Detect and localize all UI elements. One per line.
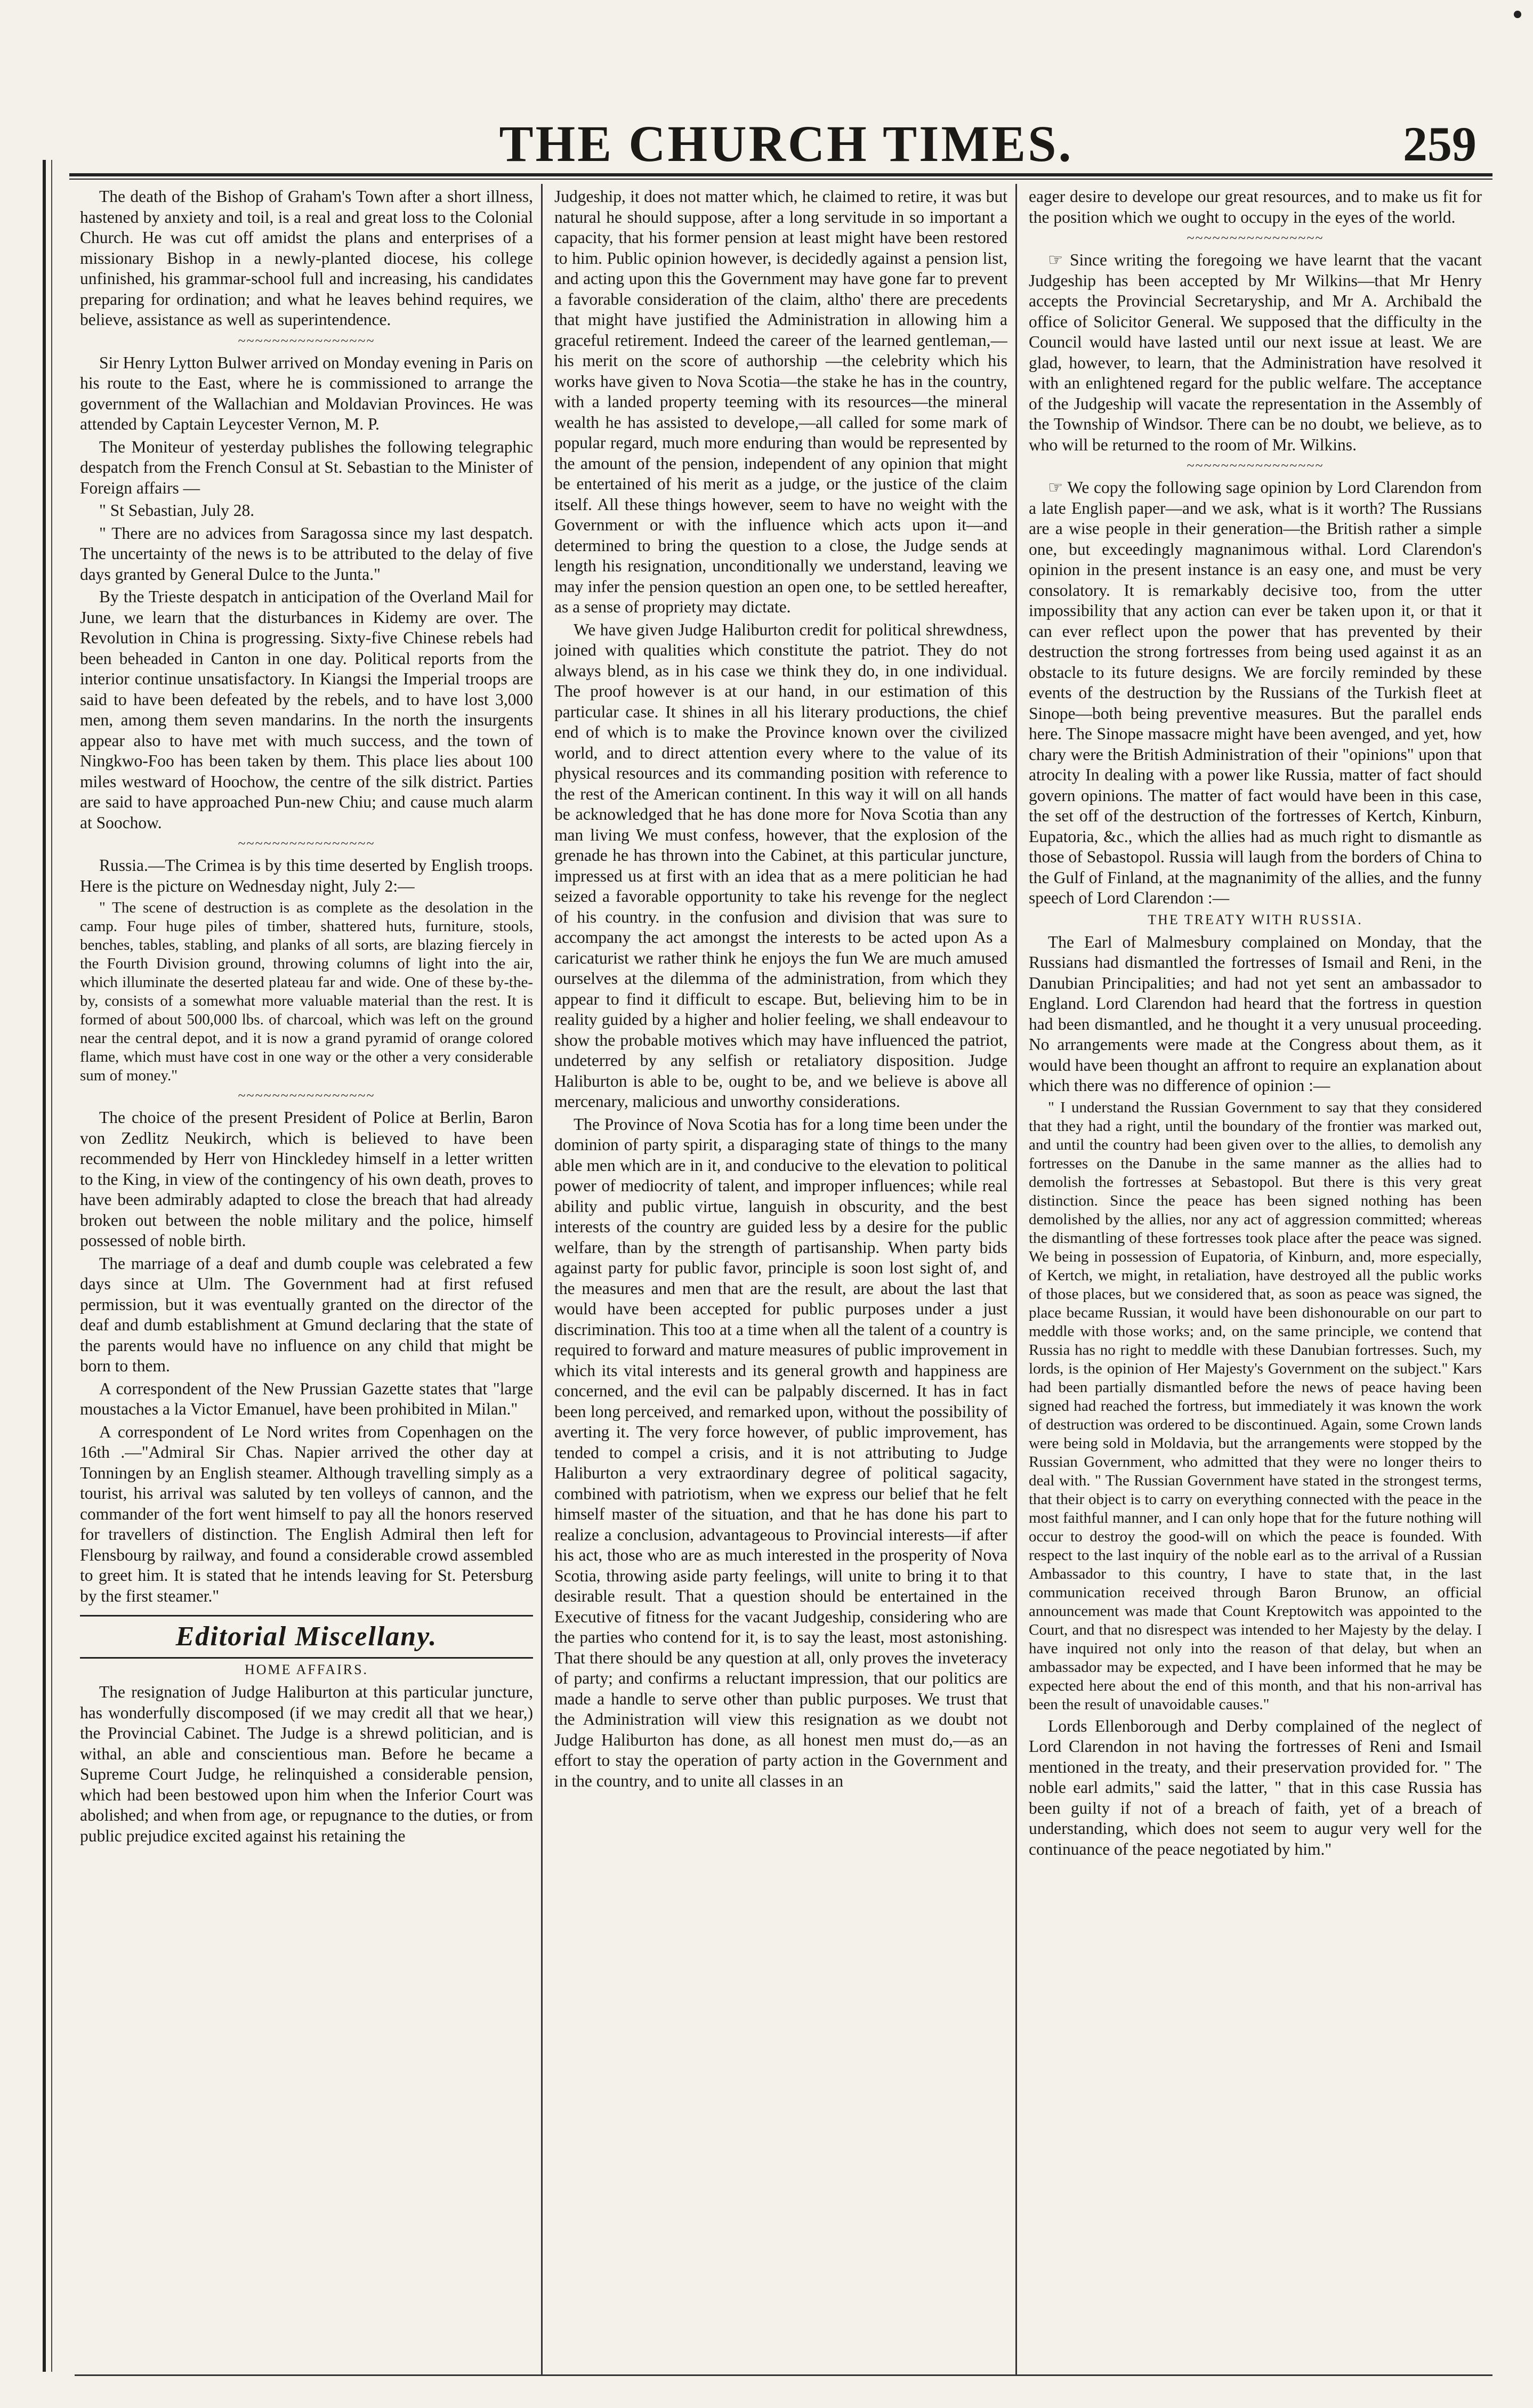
section-separator: ~~~~~~~~~~~~~~~~ — [238, 1088, 375, 1103]
article-paragraph: The marriage of a deaf and dumb couple was celebrated a few days since at Ulm. The Government had at first refused permission, but it was eventually granted on the director of the deaf and dumb establishment at Gmund declaring that the state of the parents would have no influence on any child that might be born to them. — [80, 1254, 533, 1375]
article-paragraph: The Earl of Malmesbury complained on Monday, that the Russians had dismantled the fortresses of Ismail and Reni, in the Danubian Principalities; and had not yet sent an ambassador to England. Lord Clarendon had heard that the fortress in question had been dismantled, and he thought it a very unusual proceeding. No arrangements were made at the Congress about them, as it would have been thought an affront to require an explanation about which there was no difference of opinion :— — [1029, 932, 1482, 1095]
section-separator: ~~~~~~~~~~~~~~~~ — [1187, 230, 1324, 246]
column-3 — [1029, 187, 1482, 2372]
article-paragraph: Judgeship, it does not matter which, he claimed to retire, it was but natural he should suppose, after a long servitude in so important a capacity, that his former pension at least might have been restored to him. Public opinion however, is decidedly against a pension list, and acting upon this the Government may have gone far to prevent a favorable consideration of the claim, altho' there are precedents that might have justified the Administration in allowing him a graceful retirement. Indeed the career of the learned gentleman,—his merit on the score of authorship —the celebrity which his works have given to Nova Scotia—the stake he has in the country, with a landed property teeming with its resources—the mineral wealth he has assisted to develope,—all called for some mark of popular regard, much more enduring than would be represented by the amount of the pension, independent of any opinion that might be entertained of his merit as a judge, or the justice of the claim itself. All these things however, seem to have no weight with the Government or with the influence which acts upon it—and determined to bring the question to a close, the Judge sends at length his resignation, unconditionally we understand, leaving we may infer the pension question an open one, to be settled hereafter, as a sense of propriety may dictate. — [554, 187, 1007, 616]
masthead — [75, 115, 1498, 179]
subheading: THE TREATY WITH RUSSIA. — [1148, 911, 1363, 927]
quoted-paragraph: " The scene of destruction is as complete as the desolation in the camp. Four huge piles of timber, shattered huts, furniture, stools, benches, tables, stabling, and planks of all sorts, are blazing fiercely in the Fourth Division ground, throwing columns of light into the air, which illuminate the deserted plateau far and wide. One of these by-the-by, consists of a somewhat more valuable material than the rest. It is formed of about 500,000 lbs. of charcoal, which was left on the ground near the central depot, and it is now a grand pyramid of orange colored flame, which must have cost in one way or the other a very considerable sum of money." — [80, 899, 533, 1084]
article-paragraph: " There are no advices from Saragossa since my last despatch. The uncertainty of the news is to be attributed to the delay of five days granted by General Dulce to the Junta." — [80, 523, 533, 584]
article-paragraph: The choice of the present President of Police at Berlin, Baron von Zedlitz Neukirch, which is believed to have been recommended by Herr von Hinckledey himself in a letter written to the King, in view of the contingency of his own death, proves to have been admirably adapted to close the breach that had already broken out between the noble military and the police, himself possessed of noble birth. — [80, 1108, 533, 1250]
binding-edge-inner — [51, 160, 52, 2372]
header-rule — [69, 173, 1492, 180]
article-paragraph: By the Trieste despatch in anticipation of the Overland Mail for June, we learn that the disturbances in Kidemy are over. The Revolution in China is progressing. Sixty-five Chinese rebels had been beheaded in Canton in one day. Political reports from the interior continue unsatisfactory. In Kiangsi the Imperial troops are said to have been defeated by the rebels, and to have lost 3,000 men, among them seven mandarins. In the north the insurgents appear also to have met with much success, and the town of Ningkwo-Foo has been taken by them. This place lies about 100 miles westward of Hoochow, the centre of the silk district. Parties are said to have approached Pun-new Chiu; and cause much alarm at Soochow. — [80, 587, 533, 832]
column-divider — [1015, 184, 1017, 2374]
article-paragraph: The Province of Nova Scotia has for a long time been under the dominion of party spirit, a disparaging state of things to the many able men which are in it, and conducive to the elevation to political power of mediocrity of talent, and improper influences; while real ability and public virtue, languish in obscurity, and the best interests of the country are guided less by a desire for the public welfare, than by the strength of partisanship. When party bids against party for public favor, principle is soon lost sight of, and the measures and men that are the result, are about the last that would have been accepted for public purposes under a just discrimination. This too at a time when all the talent of a country is required to forward and mature measures of public improvement in which its vital interests and its general growth and happiness are concerned, and the evil can be palpably discerned. It has in fact been long perceived, and remarked upon, without the possibility of averting it. The very force however, of public improvement, has tended to compel a crisis, and it is not attributing to Judge Haliburton a very extraordinary degree of political sagacity, combined with patriotism, when we express our belief that he felt himself master of the situation, and that he has done his part to realize a conclusion, advantageous to Provincial interests—if after his act, those who are as much interested in the prosperity of Nova Scotia, throwing aside party feelings, will unite to bring it to that desirable result. That a question should be entertained in the Executive of fitness for the vacant Judgeship, considering who are the parties who contend for it, is to say the least, most astonishing. That there should be any question at all, only proves the inveteracy of party; and confirms a reluctant impression, that our politics are made a handle to serve other than public purposes. We trust that the Administration will view this resignation as we doubt not Judge Haliburton has done, as all honest men must do,—as an effort to stay the operation of party action in the Government and in the country, and to unite all classes in an — [554, 1114, 1007, 1790]
ink-dot — [1514, 11, 1521, 18]
article-paragraph: A correspondent of Le Nord writes from Copenhagen on the 16th .—"Admiral Sir Chas. Napier arrived the other day at Tonningen by an English steamer. Although travelling simply as a tourist, his arrival was saluted by ten volleys of cannon, and the commander of the fort went himself to pay all the honors reserved for travellers of distinction. The English Admiral then left for Flensbourg by railway, and found a considerable crowd assembled to greet him. It is stated that he intends leaving for St. Petersburg by the first steamer." — [80, 1422, 533, 1605]
section-separator: ~~~~~~~~~~~~~~~~ — [238, 836, 375, 851]
article-paragraph: " St Sebastian, July 28. — [99, 501, 255, 520]
article-paragraph: ☞ Since writing the foregoing we have learnt that the vacant Judgeship has been accepted by Mr Wilkins—that Mr Henry accepts the Provincial Secretaryship, and Mr A. Archibald the office of Solicitor General. We supposed that the difficulty in the Council would have lasted until our next issue at least. We are glad, however, to learn, that the Administration have resolved it with an enlightened regard for the public welfare. The acceptance of the Judgeship will vacate the representation in the Assembly of the Township of Windsor. There can be no doubt, we believe, as to who will be returned to the room of Mr. Wilkins. — [1029, 251, 1482, 454]
section-separator: ~~~~~~~~~~~~~~~~ — [238, 333, 375, 349]
binding-edge — [43, 160, 46, 2372]
footer-rule — [75, 2374, 1492, 2376]
article-paragraph: The Moniteur of yesterday publishes the following telegraphic despatch from the French Consul at St. Sebastian to the Minister of Foreign affairs — — [80, 437, 533, 497]
newspaper-title: THE CHURCH TIMES. — [499, 115, 1074, 172]
column-divider — [541, 184, 543, 2374]
column-1 — [80, 187, 533, 2372]
quoted-paragraph: " I understand the Russian Government to say that they considered that they had a right, until the boundary of the frontier was marked out, and until the country had been given over to the allies, to demolish any fortresses on the Danube in the same manner as the allies had to demolish the fortresses at Sebastopol. But there is this very great distinction. Since the peace has been signed nothing has been demolished by the allies, nor any act of aggression committed; whereas the dismantling of these fortresses took place after the peace was signed. We being in possession of Eupatoria, of Kinburn, and, more especially, of Kertch, we might, in retaliation, have destroyed all the public works of those places, but we considered that, as soon as peace was signed, the place became Russian, it would have been dishonourable on our part to meddle with those works; and, on the same principle, we contend that Russia has no right to meddle with these Danubian fortresses. Such, my lords, is the opinion of Her Majesty's Government on the subject." Kars had been partially dismantled before the news of peace having been signed had reached the fortress, but immediately it was known the work of destruction was ordered to be discontinued. Again, some Crown lands were being sold in Moldavia, but the arrangements were stopped by the Russian Government, who admitted that they were no longer theirs to deal with. " The Russian Government have stated in the strongest terms, that their object is to carry on everything connected with the peace in the most faithful manner, and I can only hope that for the future nothing will occur to destroy the good-will on which the peace is founded. With respect to the last inquiry of the noble earl as to the arrival of a Russian Ambassador to this country, I have to state that, in the last communication received through Baron Brunow, an official announcement was made that Count Kreptowitch was appointed to the Court, and that no disrespect was intended to her Majesty by the delay. I have inquired not only into the reason of that delay, but when an ambassador may be expected, and I have been informed that he may be expected here about the end of this month, and that his non-arrival has been the result of unavoidable causes." — [1029, 1098, 1482, 1713]
article-paragraph: ☞ We copy the following sage opinion by Lord Clarendon from a late English paper—and we ask, what is it worth? The Russians are a wise people in their generation—the British rather a simple one, but exceedingly magnanimous withal. Lord Clarendon's opinion in the present instance is an easy one, and must be very consolatory. It is remarkably decisive too, from the utter impossibility that any action can ever be taken upon it, or that it can ever reflect upon the power that has prevented by their destruction the strong fortresses from being used against it as an obstacle to its future designs. We are forcily reminded by these events of the destruction by the Russians of the Turkish fleet at Sinope—both being preventive measures. But the parallel ends here. The Sinope massacre might have been avenged, and yet, how chary were the British Administration of their "opinions" upon that atrocity In dealing with a power like Russia, matter of fact should govern opinions. The matter of fact would have been in this case, the set off of the destruction of the fortresses of Kertch, Kinburn, Eupatoria, &c., which the allies had as much right to dismantle as those of Sebastopol. Russia will laugh from the borders of China to the Gulf of Finland, at the magnanimity of the allies, and the funny speech of Lord Clarendon :— — [1029, 478, 1482, 907]
article-paragraph: The death of the Bishop of Graham's Town after a short illness, hastened by anxiety and toil, is a real and great loss to the Colonial Church. He was cut off amidst the plans and enterprises of a missionary Bishop in a newly-planted diocese, his college unfinished, his grammar-school full and increasing, his candidates preparing for ordination; and what he leaves behind requires, we believe, assistance as well as superintendence. — [80, 187, 533, 329]
article-paragraph: We have given Judge Haliburton credit for political shrewdness, joined with qualities which constitute the patriot. They do not always blend, as in his case we think they do, in one individual. The proof however is at our hand, in our estimation of this particular case. It shines in all his literary productions, the chief end of which is to make the Province known over the civilized world, and to direct attention every where to the value of its physical resources and its commanding position with reference to the rest of the American continent. In this way it will on all hands be acknowledged that he has done more for Nova Scotia than any man living We must confess, however, that the explosion of the grenade he has thrown into the Cabinet, at this particular juncture, impressed us at first with an idea that as a mere politician he had seized a favorable opportunity to take his revenge for the neglect of his country. in the confusion and division that was sure to accompany the act amongst the interests to be acted upon As a caricaturist we rather think he enjoys the fun We are much amused ourselves at the dilemma of the administration, from which they appear to find it difficult to escape. But, believing him to be in reality guided by a higher and holier feeling, we shall endeavour to show the probable motives which may have influenced the patriot, undeterred by any selfish or retaliatory disposition. Judge Haliburton is able to be, ought to be, and we believe is above all mercenary, malicious and unworthy considerations. — [554, 620, 1007, 1111]
article-paragraph: The resignation of Judge Haliburton at this particular juncture, has wonderfully discomposed (if we may credit all that we hear,) the Provincial Cabinet. The Judge is a shrewd politician, and is withal, an able and conscientious man. Before he became a Supreme Court Judge, he relinquished a considerable pension, which had been bestowed upon him when the Inferior Court was abolished; and when from age, or repugnance to the duties, or from public prejudice excited against his retaining the — [80, 1683, 533, 1845]
section-heading: Editorial Miscellany. — [80, 1615, 533, 1659]
page-number: 259 — [1403, 117, 1476, 171]
subheading: HOME AFFAIRS. — [244, 1662, 369, 1677]
article-paragraph: A correspondent of the New Prussian Gazette states that "large moustaches a la Victor Emanuel, have been prohibited in Milan." — [80, 1379, 533, 1418]
section-separator: ~~~~~~~~~~~~~~~~ — [1187, 458, 1324, 473]
article-paragraph: Lords Ellenborough and Derby complained of the neglect of Lord Clarendon in not having the fortresses of Reni and Ismail mentioned in the treaty, and their preservation provided for. " The noble earl admits," said the latter, " that in this case Russia has been guilty if not of a breach of faith, yet of a breach of understanding, which does not seem to augur very well for the continuance of the peace negotiated by him." — [1029, 1716, 1482, 1858]
article-paragraph: Sir Henry Lytton Bulwer arrived on Monday evening in Paris on his route to the East, where he is commissioned to arrange the government of the Wallachian and Moldavian Provinces. He was attended by Captain Leycester Vernon, M. P. — [80, 353, 533, 433]
article-paragraph: eager desire to develope our great resources, and to make us fit for the position which we ought to occupy in the eyes of the world. — [1029, 187, 1482, 227]
article-paragraph: Russia.—The Crimea is by this time deserted by English troops. Here is the picture on Wednesday night, July 2:— — [80, 856, 533, 895]
column-2 — [554, 187, 1007, 2372]
